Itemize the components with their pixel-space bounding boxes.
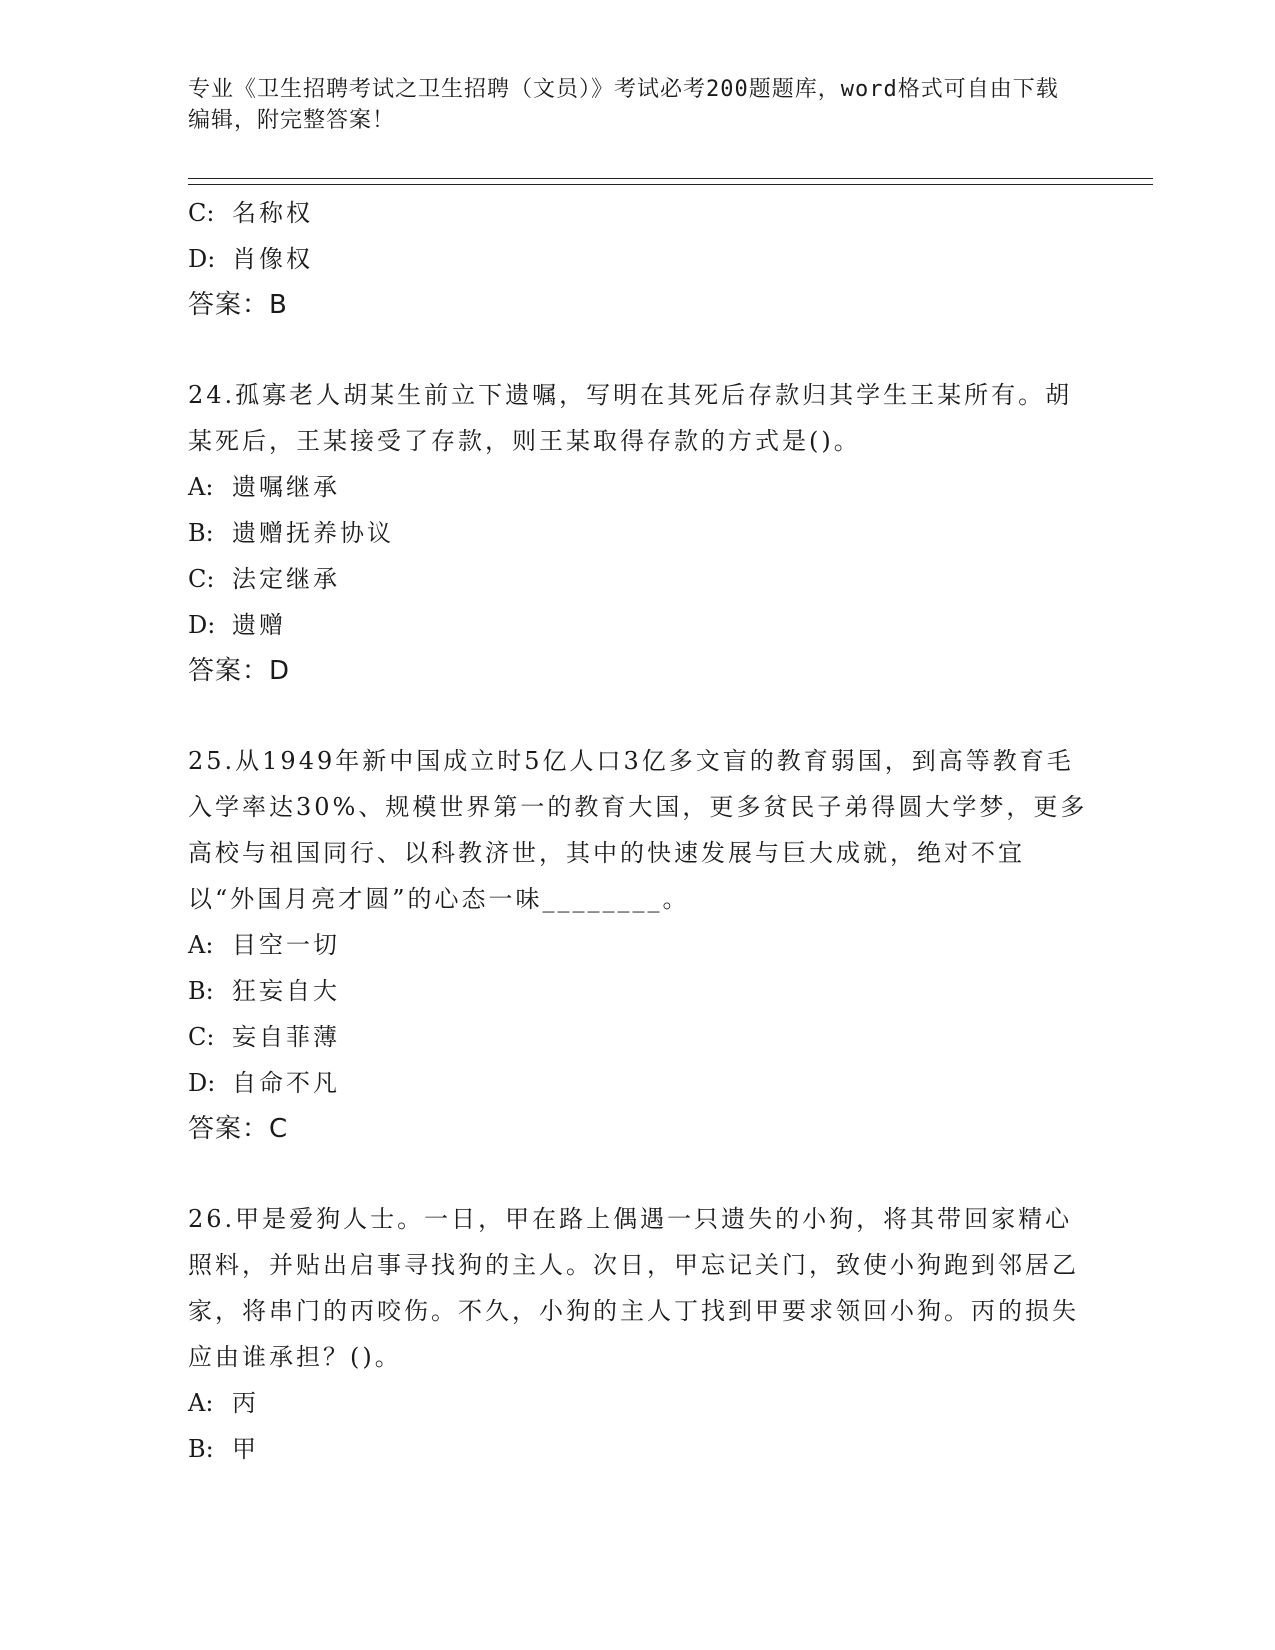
option-text: 遗赠抚养协议	[232, 519, 394, 547]
answer-label: 答案：	[188, 290, 270, 320]
answer-value: B	[269, 290, 288, 320]
option-text: 肖像权	[232, 245, 313, 273]
option-label: B:	[188, 1435, 214, 1463]
answer-label: 答案：	[188, 656, 270, 686]
option-text: 狂妄自大	[232, 977, 340, 1005]
option-label: C:	[188, 565, 215, 593]
option-b	[188, 968, 1088, 1014]
answer-line	[188, 1106, 1088, 1152]
option-c	[188, 1014, 1088, 1060]
option-text: 名称权	[232, 199, 313, 227]
answer-line	[188, 282, 1088, 328]
option-d	[188, 1060, 1088, 1106]
question-list	[188, 190, 1088, 1472]
option-label: A:	[188, 473, 214, 501]
option-text: 目空一切	[232, 931, 340, 959]
option-label: C:	[188, 199, 215, 227]
option-d	[188, 602, 1088, 648]
option-text: 妄自菲薄	[232, 1023, 340, 1051]
answer-value: C	[269, 1114, 289, 1144]
answer-line	[188, 648, 1088, 694]
option-text: 自命不凡	[232, 1069, 340, 1097]
option-label: A:	[188, 1389, 214, 1417]
option-c	[188, 190, 1088, 236]
option-text: 法定继承	[232, 565, 340, 593]
header-rule-top	[188, 178, 1153, 179]
option-a	[188, 464, 1088, 510]
option-c	[188, 556, 1088, 602]
question-24	[188, 372, 1088, 694]
option-a	[188, 922, 1088, 968]
option-text: 丙	[232, 1389, 259, 1417]
question-25	[188, 738, 1088, 1152]
option-a	[188, 1380, 1088, 1426]
question-stem: 26.甲是爱狗人士。一日，甲在路上偶遇一只遗失的小狗，将其带回家精心照料，并贴出启事寻找狗的主人。次日，甲忘记关门，致使小狗跑到邻居乙家，将串门的丙咬伤。不久，小狗的主人丁找到甲要求领回小狗。丙的损失应由谁承担？()。	[188, 1205, 1079, 1371]
option-label: D:	[188, 611, 216, 639]
option-label: D:	[188, 1069, 216, 1097]
option-label: A:	[188, 931, 214, 959]
question-23-tail	[188, 190, 1088, 328]
question-stem: 24.孤寡老人胡某生前立下遗嘱，写明在其死后存款归其学生王某所有。胡某死后，王某接受了存款，则王某取得存款的方式是()。	[188, 381, 1073, 455]
option-label: B:	[188, 519, 214, 547]
question-stem: 25.从1949年新中国成立时5亿人口3亿多文盲的教育弱国，到高等教育毛入学率达30%、规模世界第一的教育大国，更多贫民子弟得圆大学梦，更多高校与祖国同行、以科教济世，其中的快速发展与巨大成就，绝对不宜以“外国月亮才圆”的心态一味________。	[188, 747, 1088, 913]
document-header: 专业《卫生招聘考试之卫生招聘（文员）》考试必考200题题库，word格式可自由下载编辑，附完整答案！	[188, 77, 1059, 133]
answer-value: D	[269, 656, 291, 686]
option-b	[188, 1426, 1088, 1472]
option-label: D:	[188, 245, 216, 273]
option-label: B:	[188, 977, 214, 1005]
option-d	[188, 236, 1088, 282]
question-26	[188, 1196, 1088, 1472]
header-rule-bottom	[188, 184, 1153, 185]
answer-label: 答案：	[188, 1114, 270, 1144]
option-label: C:	[188, 1023, 215, 1051]
option-text: 遗赠	[232, 611, 286, 639]
option-text: 甲	[232, 1435, 259, 1463]
option-text: 遗嘱继承	[232, 473, 340, 501]
option-b	[188, 510, 1088, 556]
